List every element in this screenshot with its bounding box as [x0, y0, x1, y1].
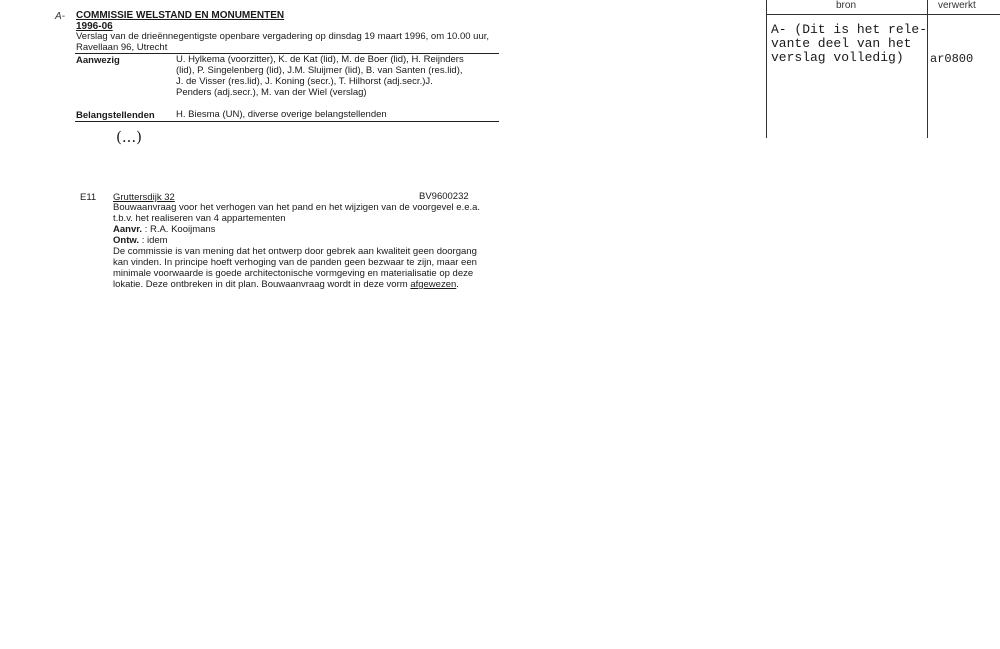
- item-reference: BV9600232: [419, 191, 469, 202]
- applicant-value: : R.A. Kooijmans: [144, 224, 216, 235]
- session-code: 1996-06: [76, 21, 113, 32]
- archive-code: ar0800: [930, 52, 974, 66]
- present-label: Aanwezig: [76, 55, 120, 66]
- verdict: afgewezen: [410, 279, 457, 290]
- request-line: t.b.v. het realiseren van 4 appartementen: [113, 213, 286, 224]
- designer-label: Ontw.: [113, 235, 140, 246]
- meeting-report-line: Verslag van de drieënnegentigste openbare vergadering op dinsdag 19 maart 1996, om 10.00 uur, Ravellaan 96, Utrecht: [76, 31, 490, 53]
- end-period: .: [456, 279, 459, 290]
- table-border: [766, 14, 1000, 15]
- source-note: [771, 22, 928, 65]
- opinion-text: lokatie. Deze ontbreken in dit plan. Bouwaanvraag wordt in deze vorm: [113, 279, 411, 290]
- designer-row: [113, 235, 503, 246]
- margin-marker: A-: [55, 11, 65, 22]
- opinion-line-final: [113, 279, 503, 290]
- opinion-line: minimale voorwaarde is goede architectonische vormgeving en materialisatie op deze: [113, 268, 474, 279]
- designer-value: : idem: [141, 235, 168, 246]
- source-note-line: vante deel van het: [771, 36, 912, 51]
- item-address: Gruttersdijk 32: [113, 192, 175, 203]
- stakeholders-label: Belangstellenden: [76, 110, 155, 121]
- applicant-label: Aanvr.: [113, 224, 143, 235]
- applicant-row: [113, 224, 503, 235]
- request-line: Bouwaanvraag voor het verhogen van het pand en het wijzigen van de voorgevel e.e.a.: [113, 202, 481, 213]
- commission-title: COMMISSIE WELSTAND EN MONUMENTEN: [76, 10, 285, 21]
- column-header-source: bron: [836, 0, 857, 11]
- divider: [75, 121, 499, 122]
- stakeholders-names: H. Biesma (UN), diverse overige belangstellenden: [176, 109, 387, 120]
- omission-marker: (...): [116, 128, 143, 146]
- opinion-line: De commissie is van mening dat het ontwerp door gebrek aan kwaliteit geen doorgang: [113, 246, 477, 257]
- source-note-line: A- (Dit is het rele-: [771, 22, 928, 37]
- opinion-line: kan vinden. In principe hoeft verhoging van de panden geen bezwaar te zijn, maar een: [113, 257, 477, 268]
- source-note-line: verslag volledig): [771, 50, 904, 65]
- present-names: U. Hylkema (voorzitter), K. de Kat (lid), M. de Boer (lid), H. Reijnders (lid), P. Singelenberg (lid), J.M. Sluijmer (lid), B. van Santen (res.lid), J. de Visser (res.lid), J. Koning (secr.), T. Hilhorst (adj.secr.)J. Penders (adj.secr.), M. van der Wiel (verslag): [176, 54, 464, 98]
- column-header-processed: verwerkt: [938, 0, 976, 11]
- item-code: E11: [80, 192, 97, 203]
- item-body: [113, 202, 503, 290]
- table-border: [927, 0, 928, 138]
- table-border: [766, 0, 767, 138]
